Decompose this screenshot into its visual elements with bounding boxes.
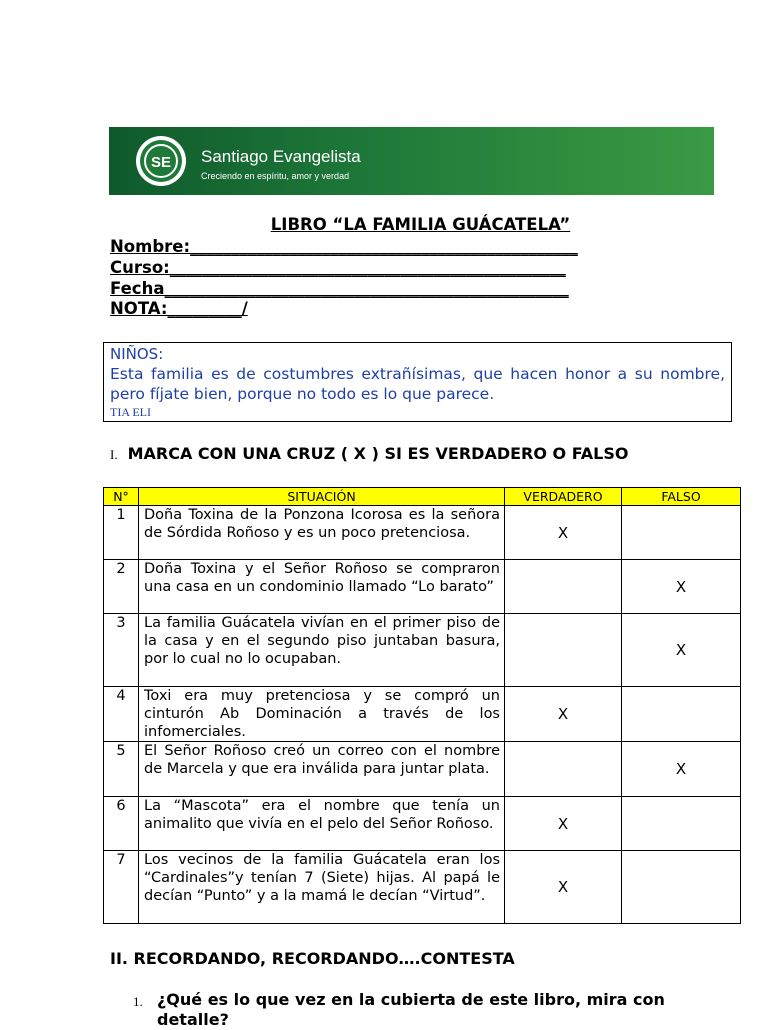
school-tagline: Creciendo en espíritu, amor y verdad: [201, 171, 350, 181]
section-1-title: MARCA CON UNA CRUZ ( X ) SI ES VERDADERO O FALSO: [127, 444, 629, 463]
false-mark-cell[interactable]: X: [622, 614, 741, 687]
false-mark-cell[interactable]: X: [622, 742, 741, 797]
school-name: Santiago Evangelista: [201, 147, 361, 166]
logo-letters: SE: [150, 154, 172, 171]
table-row: [104, 687, 741, 742]
row-situation: El Señor Roñoso creó un correo con el nombre de Marcela y que era inválida para juntar plata.: [139, 742, 505, 797]
row-number: 1: [104, 506, 139, 560]
row-situation: La familia Guácatela vivían en el primer piso de la casa y en el segundo piso juntaban basura, por lo cual no lo ocupaban.: [139, 614, 505, 687]
note-greeting: NIÑOS:: [110, 345, 164, 363]
true-mark-cell[interactable]: X: [505, 797, 622, 851]
school-banner: [109, 127, 714, 195]
name-field: Nombre:_______________________________________________: [110, 237, 578, 256]
header-number: N°: [104, 488, 139, 506]
question-number: 1.: [133, 994, 143, 1009]
true-mark-cell[interactable]: X: [505, 851, 622, 924]
table-row: [104, 742, 741, 797]
false-mark-cell[interactable]: [622, 687, 741, 742]
teacher-note: [103, 342, 732, 422]
table-row: [104, 506, 741, 560]
false-mark-cell[interactable]: [622, 506, 741, 560]
table-row: [104, 851, 741, 924]
row-number: 2: [104, 560, 139, 614]
header-true: VERDADERO: [505, 488, 622, 506]
true-false-table: [103, 487, 741, 924]
row-number: 4: [104, 687, 139, 742]
school-logo-icon: [134, 134, 188, 188]
course-field: Curso:________________________________________________: [110, 258, 566, 277]
table-row: [104, 560, 741, 614]
table-row: [104, 614, 741, 687]
grade-field: NOTA:_________/: [110, 299, 248, 318]
header-situation: SITUACIÓN: [139, 488, 505, 506]
row-number: 7: [104, 851, 139, 924]
row-number: 3: [104, 614, 139, 687]
false-mark-cell[interactable]: [622, 851, 741, 924]
question-text: ¿Qué es lo que vez en la cubierta de este libro, mira con detalle?: [157, 990, 665, 1029]
true-mark-cell[interactable]: X: [505, 506, 622, 560]
true-mark-cell[interactable]: [505, 742, 622, 797]
note-signature: TIA ELI: [110, 405, 151, 419]
row-number: 5: [104, 742, 139, 797]
false-mark-cell[interactable]: [622, 797, 741, 851]
row-situation: Toxi era muy pretenciosa y se compró un cinturón Ab Dominación a través de los infomerciales.: [139, 687, 505, 742]
section-1-number: I.: [110, 447, 118, 462]
row-situation: Doña Toxina y el Señor Roñoso se compraron una casa en un condominio llamado “Lo barato”: [139, 560, 505, 614]
false-mark-cell[interactable]: X: [622, 560, 741, 614]
row-situation: Doña Toxina de la Ponzona Icorosa es la señora de Sórdida Roñoso y es un poco pretenciosa.: [139, 506, 505, 560]
date-field: Fecha_________________________________________________: [110, 279, 569, 298]
document-title: LIBRO “LA FAMILIA GUÁCATELA”: [270, 215, 571, 234]
row-situation: Los vecinos de la familia Guácatela eran los “Cardinales”y tenían 7 (Siete) hijas. Al papá le decían “Punto” y a la mamá le decían “Virtud”.: [139, 851, 505, 924]
note-text: Esta familia es de costumbres extrañísimas, que hacen honor a su nombre, pero fíjate bien, porque no todo es lo que parece.: [110, 365, 725, 403]
header-false: FALSO: [622, 488, 741, 506]
row-situation: La “Mascota” era el nombre que tenía un animalito que vivía en el pelo del Señor Roñoso.: [139, 797, 505, 851]
table-header-row: [104, 488, 741, 506]
true-mark-cell[interactable]: [505, 560, 622, 614]
table-row: [104, 797, 741, 851]
true-mark-cell[interactable]: X: [505, 687, 622, 742]
section-1-heading: [110, 444, 629, 463]
section-2-heading: II. RECORDANDO, RECORDANDO….CONTESTA: [110, 949, 515, 968]
row-number: 6: [104, 797, 139, 851]
true-mark-cell[interactable]: [505, 614, 622, 687]
